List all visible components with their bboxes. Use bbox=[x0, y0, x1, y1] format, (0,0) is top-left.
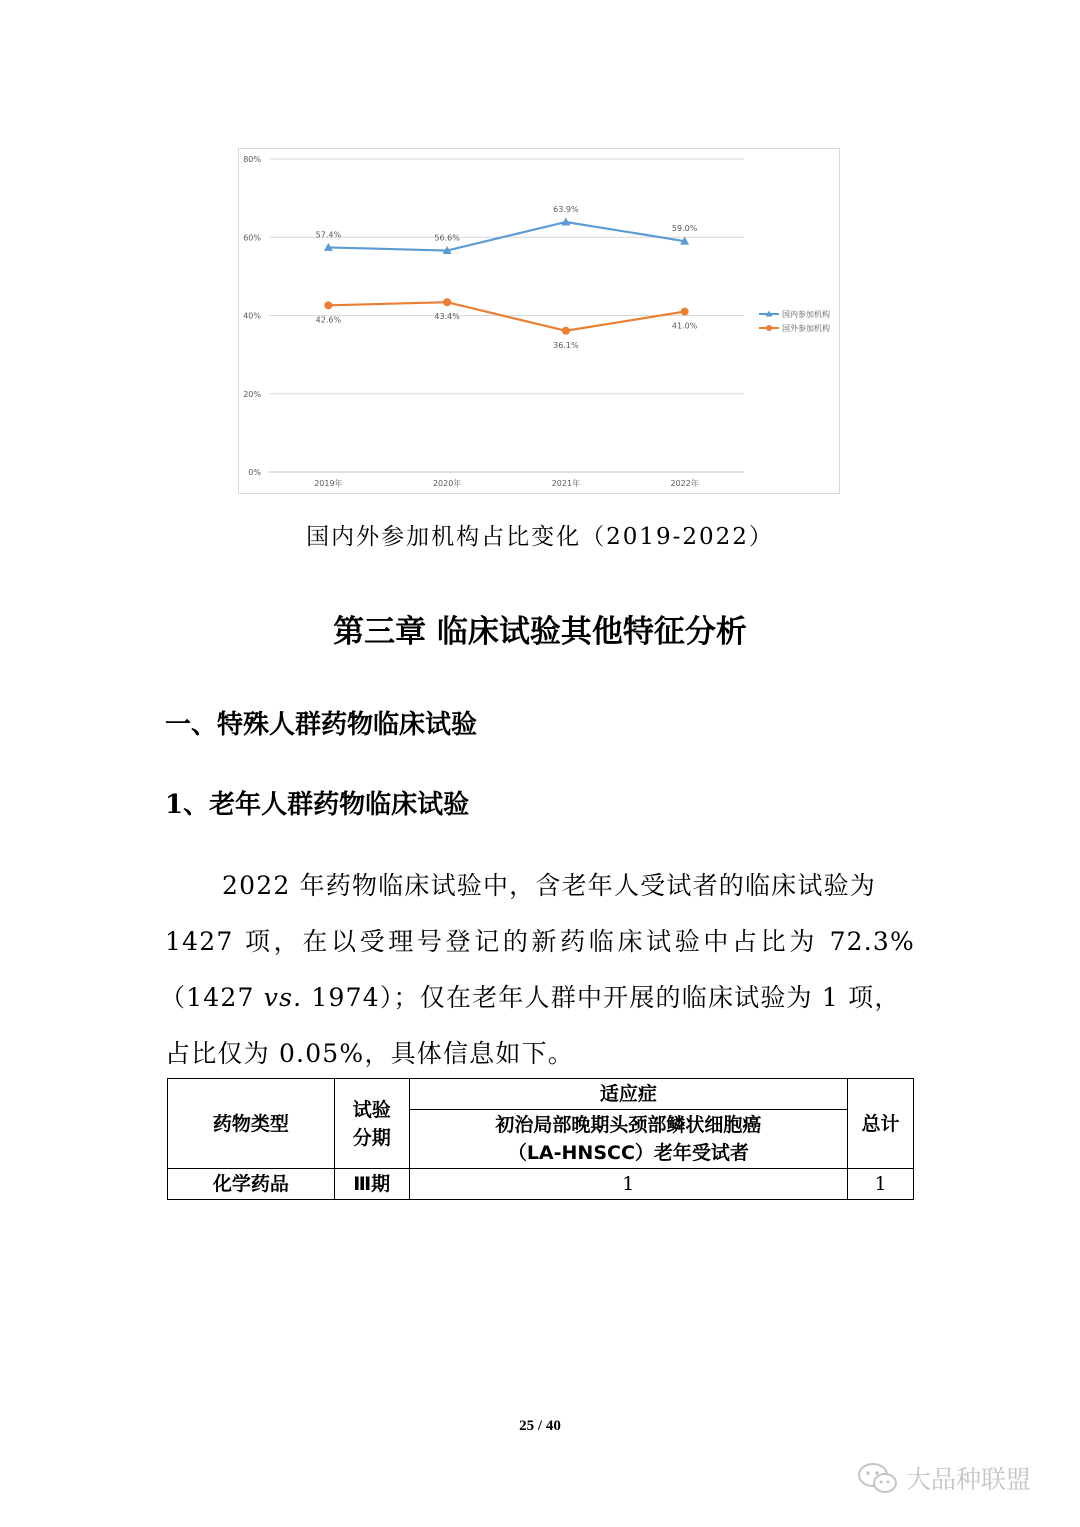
header-indication: 适应症 bbox=[409, 1079, 847, 1110]
data-label: 43.4% bbox=[434, 312, 460, 322]
cell-total: 1 bbox=[848, 1169, 914, 1200]
y-tick-label: 60% bbox=[243, 233, 261, 243]
series-point bbox=[443, 298, 451, 306]
cell-count: 1 bbox=[409, 1169, 847, 1200]
data-label: 63.9% bbox=[553, 204, 579, 214]
table-row bbox=[168, 1169, 914, 1200]
paragraph-line-2: 1427 项，在以受理号登记的新药临床试验中占比为 72.3% bbox=[165, 927, 915, 956]
y-tick-label: 20% bbox=[243, 389, 261, 399]
data-label: 36.1% bbox=[553, 340, 579, 350]
y-tick-label: 80% bbox=[243, 155, 261, 164]
series-point bbox=[324, 301, 332, 309]
header-total: 总计 bbox=[848, 1079, 914, 1169]
y-tick-label: 0% bbox=[248, 468, 261, 477]
paragraph-line-1: 2022 年药物临床试验中，含老年人受试者的临床试验为 bbox=[222, 871, 876, 900]
data-label: 41.0% bbox=[671, 321, 698, 331]
wechat-icon bbox=[856, 1461, 900, 1495]
y-tick-label: 40% bbox=[243, 311, 261, 321]
data-label: 57.4% bbox=[315, 230, 342, 240]
x-tick-label: 2019年 bbox=[314, 479, 343, 488]
subsection-title: 1、老年人群药物临床试验 bbox=[165, 790, 470, 820]
table-header-row bbox=[168, 1079, 914, 1110]
data-label: 56.6% bbox=[434, 233, 460, 243]
paragraph-line-3-pre: （1427 bbox=[160, 983, 264, 1012]
x-tick-label: 2020年 bbox=[432, 479, 462, 488]
watermark bbox=[856, 1460, 1031, 1496]
data-label: 42.6% bbox=[315, 315, 342, 325]
paragraph-vs: vs. bbox=[263, 983, 303, 1012]
page-number: 25 / 40 bbox=[519, 1418, 561, 1434]
header-drug-type: 药物类型 bbox=[168, 1079, 335, 1169]
watermark-text: 大品种联盟 bbox=[906, 1465, 1032, 1494]
legend-marker bbox=[766, 325, 772, 331]
paragraph-line-4: 占比仅为 0.05%，具体信息如下。 bbox=[165, 1039, 574, 1068]
chart-svg bbox=[239, 149, 839, 493]
header-phase-line-2: 分期 bbox=[352, 1126, 391, 1149]
series-point bbox=[681, 308, 689, 316]
indication-detail-line-2: （LA-HNSCC）老年受试者 bbox=[507, 1142, 749, 1164]
x-tick-label: 2021年 bbox=[551, 479, 581, 488]
series-line bbox=[328, 302, 684, 331]
figure-caption: 国内外参加机构占比变化（2019-2022） bbox=[306, 524, 774, 550]
legend-label: 国内参加机构 bbox=[782, 310, 830, 319]
paragraph-line-3-post: 1974）；仅在老年人群中开展的临床试验为 1 项， bbox=[302, 983, 901, 1012]
chapter-title: 第三章 临床试验其他特征分析 bbox=[333, 614, 747, 650]
series-line bbox=[328, 222, 684, 251]
data-label: 59.0% bbox=[671, 224, 698, 234]
cell-drug-type: 化学药品 bbox=[168, 1169, 335, 1200]
line-chart bbox=[238, 148, 840, 494]
header-indication-detail bbox=[409, 1110, 847, 1169]
section-title: 一、特殊人群药物临床试验 bbox=[165, 710, 478, 740]
x-tick-label: 2022年 bbox=[670, 479, 699, 488]
header-phase bbox=[334, 1079, 409, 1169]
indication-detail-line-1: 初治局部晚期头颈部鳞状细胞癌 bbox=[495, 1114, 762, 1136]
paragraph-line-3 bbox=[160, 978, 910, 1014]
cell-phase: Ⅲ期 bbox=[334, 1169, 409, 1200]
header-phase-line-1: 试验 bbox=[352, 1098, 391, 1121]
trial-table bbox=[167, 1078, 914, 1200]
legend-label: 国外参加机构 bbox=[782, 324, 830, 333]
series-point bbox=[562, 327, 570, 335]
